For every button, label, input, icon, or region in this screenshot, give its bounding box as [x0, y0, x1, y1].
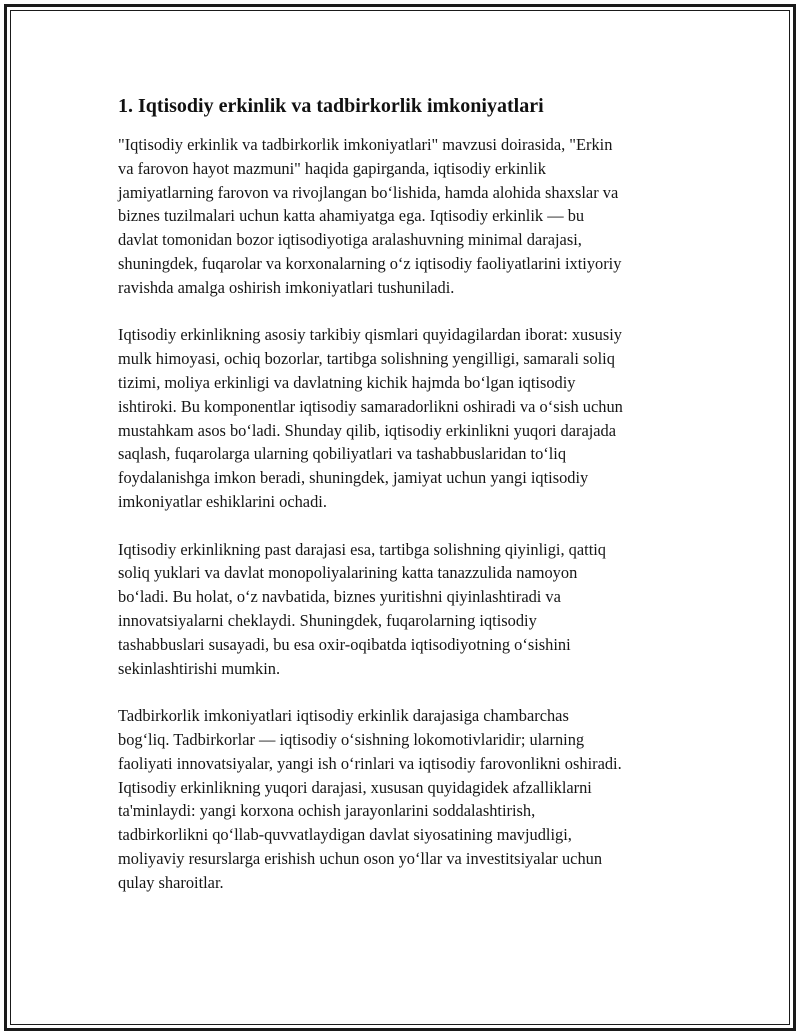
- text-line: jamiyatlarning farovon va rivojlangan boʻlishida, hamda alohida shaxslar va: [118, 182, 619, 202]
- text-line: tashabbuslari susayadi, bu esa oxir-oqibatda iqtisodiyotning oʻsishini: [118, 634, 571, 654]
- document-body: [118, 93, 692, 895]
- text-line: "Iqtisodiy erkinlik va tadbirkorlik imkoniyatlari" mavzusi doirasida, "Erkin: [118, 135, 613, 154]
- text-line: innovatsiyalarni cheklaydi. Shuningdek, fuqarolarning iqtisodiy: [118, 610, 537, 630]
- paragraph-4: [118, 704, 692, 894]
- text-line: Iqtisodiy erkinlikning yuqori darajasi, xususan quyidagidek afzalliklarni: [118, 777, 592, 797]
- text-line: shuningdek, fuqarolar va korxonalarning oʻz iqtisodiy faoliyatlarini ixtiyoriy: [118, 253, 622, 273]
- text-line: biznes tuzilmalari uchun katta ahamiyatga ega. Iqtisodiy erkinlik — bu: [118, 206, 585, 226]
- text-line: mustahkam asos boʻladi. Shunday qilib, iqtisodiy erkinlikni yuqori darajada: [118, 420, 617, 440]
- text-line: bogʻliq. Tadbirkorlar — iqtisodiy oʻsishning lokomotivlaridir; ularning: [118, 729, 585, 749]
- text-line: moliyaviy resurslarga erishish uchun oson yoʻllar va investitsiyalar uchun: [118, 848, 603, 868]
- text-line: imkoniyatlar eshiklarini ochadi.: [118, 491, 327, 511]
- text-line: mulk himoyasi, ochiq bozorlar, tartibga solishning yengilligi, samarali soliq: [118, 349, 615, 369]
- paragraph-2: [118, 323, 692, 513]
- text-line: davlat tomonidan bozor iqtisodiyotiga aralashuvning minimal darajasi,: [118, 230, 582, 250]
- text-line: Iqtisodiy erkinlikning past darajasi esa, tartibga solishning qiyinligi, qattiq: [118, 539, 607, 559]
- text-line: ravishda amalga oshirish imkoniyatlari tushuniladi.: [118, 277, 455, 297]
- text-line: saqlash, fuqarolarga ularning qobiliyatlari va tashabbuslaridan toʻliq: [118, 444, 567, 464]
- paragraph-1: [118, 133, 692, 300]
- text-line: foydalanishga imkon beradi, shuningdek, jamiyat uchun yangi iqtisodiy: [118, 468, 589, 488]
- text-line: faoliyati innovatsiyalar, yangi ish oʻrinlari va iqtisodiy farovonlikni oshiradi.: [118, 753, 622, 773]
- text-line: sekinlashtirishi mumkin.: [118, 658, 281, 678]
- text-line: Iqtisodiy erkinlikning asosiy tarkibiy qismlari quyidagilardan iborat: xususiy: [118, 325, 622, 345]
- text-line: ishtiroki. Bu komponentlar iqtisodiy samaradorlikni oshiradi va oʻsish uchun: [118, 396, 623, 416]
- text-line: qulay sharoitlar.: [118, 872, 224, 892]
- text-line: va farovon hayot mazmuni" haqida gapirganda, iqtisodiy erkinlik: [118, 158, 546, 178]
- section-heading: 1. Iqtisodiy erkinlik va tadbirkorlik imkoniyatlari: [118, 95, 544, 117]
- text-line: soliq yuklari va davlat monopoliyalarining katta tanazzulida namoyon: [118, 563, 578, 583]
- text-line: tadbirkorlikni qoʻllab-quvvatlaydigan davlat siyosatining mavjudligi,: [118, 825, 572, 845]
- text-line: ta'minlaydi: yangi korxona ochish jarayonlarini soddalashtirish,: [118, 801, 536, 821]
- text-line: tizimi, moliya erkinligi va davlatning kichik hajmda boʻlgan iqtisodiy: [118, 372, 576, 392]
- paragraph-3: [118, 538, 692, 681]
- text-line: Tadbirkorlik imkoniyatlari iqtisodiy erkinlik darajasiga chambarchas: [118, 706, 569, 726]
- text-line: boʻladi. Bu holat, oʻz navbatida, biznes yuritishni qiyinlashtiradi va: [118, 587, 561, 607]
